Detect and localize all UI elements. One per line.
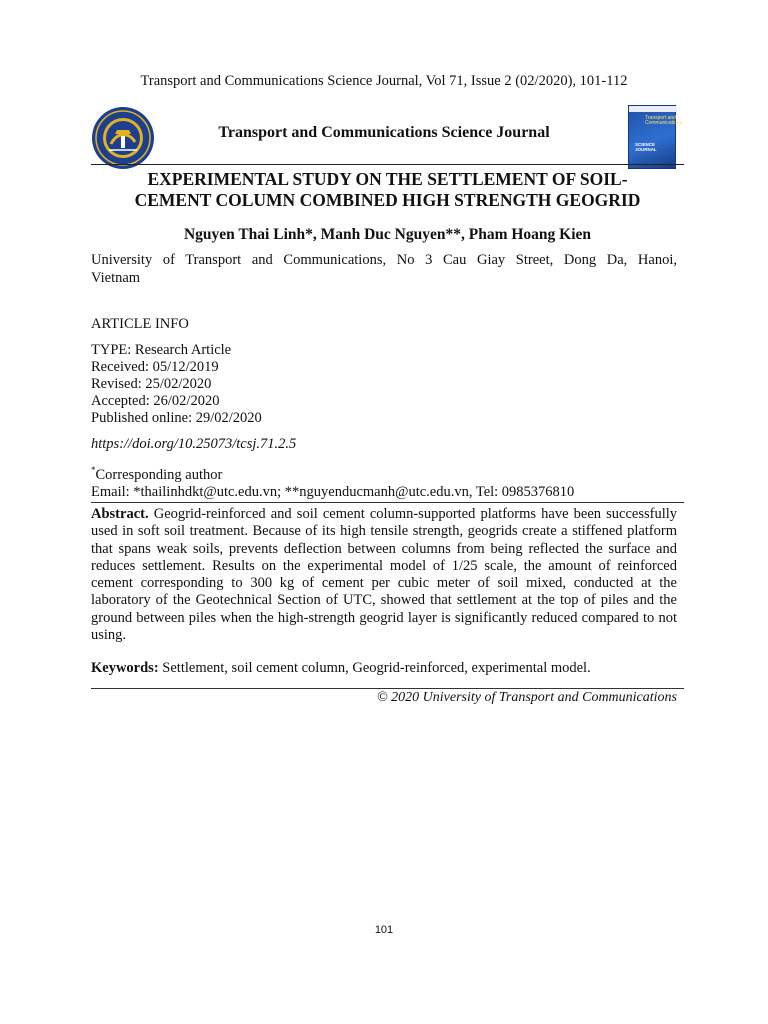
corresponding-marker: * [91,465,96,475]
received-date: Received: 05/12/2019 [91,359,219,375]
journal-masthead [91,104,683,164]
journal-name: Transport and Communications Science Journal [218,124,550,141]
article-info [91,316,677,453]
accepted-date: Accepted: 26/02/2020 [91,393,220,409]
published-date: Published online: 29/02/2020 [91,410,262,426]
author-list: Nguyen Thai Linh*, Manh Duc Nguyen**, Pham Hoang Kien [183,226,592,243]
journal-cover-thumbnail [628,105,683,169]
article-title [91,169,684,211]
abstract-bottom-divider [91,688,684,689]
article-type: TYPE: Research Article [91,342,232,358]
corresponding-label: Corresponding author [95,466,223,483]
cover-title-text: Transport and Communications [645,115,683,126]
abstract-top-divider [91,502,684,503]
abstract-text: Geogrid-reinforced and soil cement column-supported platforms have been successfully used in soft soil treatment. Because of its high tensile strength, geogrids create a stiffened platform that spans weak soils, prevents deflection between columns from being reflected the surface and reduces settlement. Results on the experimental model of 1/25 scale, the amount of reinforced cement corresponding to 300 kg of cement per cubic meter of soil mixed, conducted at the laboratory of the Geotechnical Section of UTC, showed that settlement at the top of piles and the ground between piles when the high-strength geogrid layer is significantly reduced compared to not using. [91,506,678,644]
corresponding-author [91,462,684,501]
abstract [91,506,677,644]
page-number: 101 [374,924,394,936]
affiliation-line-1: University of Transport and Communications, No 3 Cau Giay Street, Dong Da, Hanoi, [91,252,677,268]
corresponding-email: Email: *thailinhdkt@utc.edu.vn; **nguyenducmanh@utc.edu.vn, Tel: 0985376810 [91,483,575,500]
abstract-label: Abstract. [91,506,149,522]
cover-subtitle-text: SCIENCE JOURNAL [635,142,657,152]
title-line-1: EXPERIMENTAL STUDY ON THE SETTLEMENT OF SOIL- [147,169,628,189]
keywords-label: Keywords: [91,660,159,676]
doi-link[interactable]: https://doi.org/10.25073/tcsj.71.2.5 [91,436,297,452]
keywords [91,660,677,677]
running-head: Transport and Communications Science Journal, Vol 71, Issue 2 (02/2020), 101-112 [140,73,628,89]
revised-date: Revised: 25/02/2020 [91,376,212,392]
copyright-notice: © 2020 University of Transport and Communications [377,690,677,705]
header-divider [91,164,684,165]
affiliation-line-2: Vietnam [91,270,141,286]
title-line-2: CEMENT COLUMN COMBINED HIGH STRENGTH GEOGRID [134,190,641,210]
article-info-heading: ARTICLE INFO [91,316,189,332]
affiliation [91,251,677,287]
keywords-text: Settlement, soil cement column, Geogrid-reinforced, experimental model. [162,660,591,676]
